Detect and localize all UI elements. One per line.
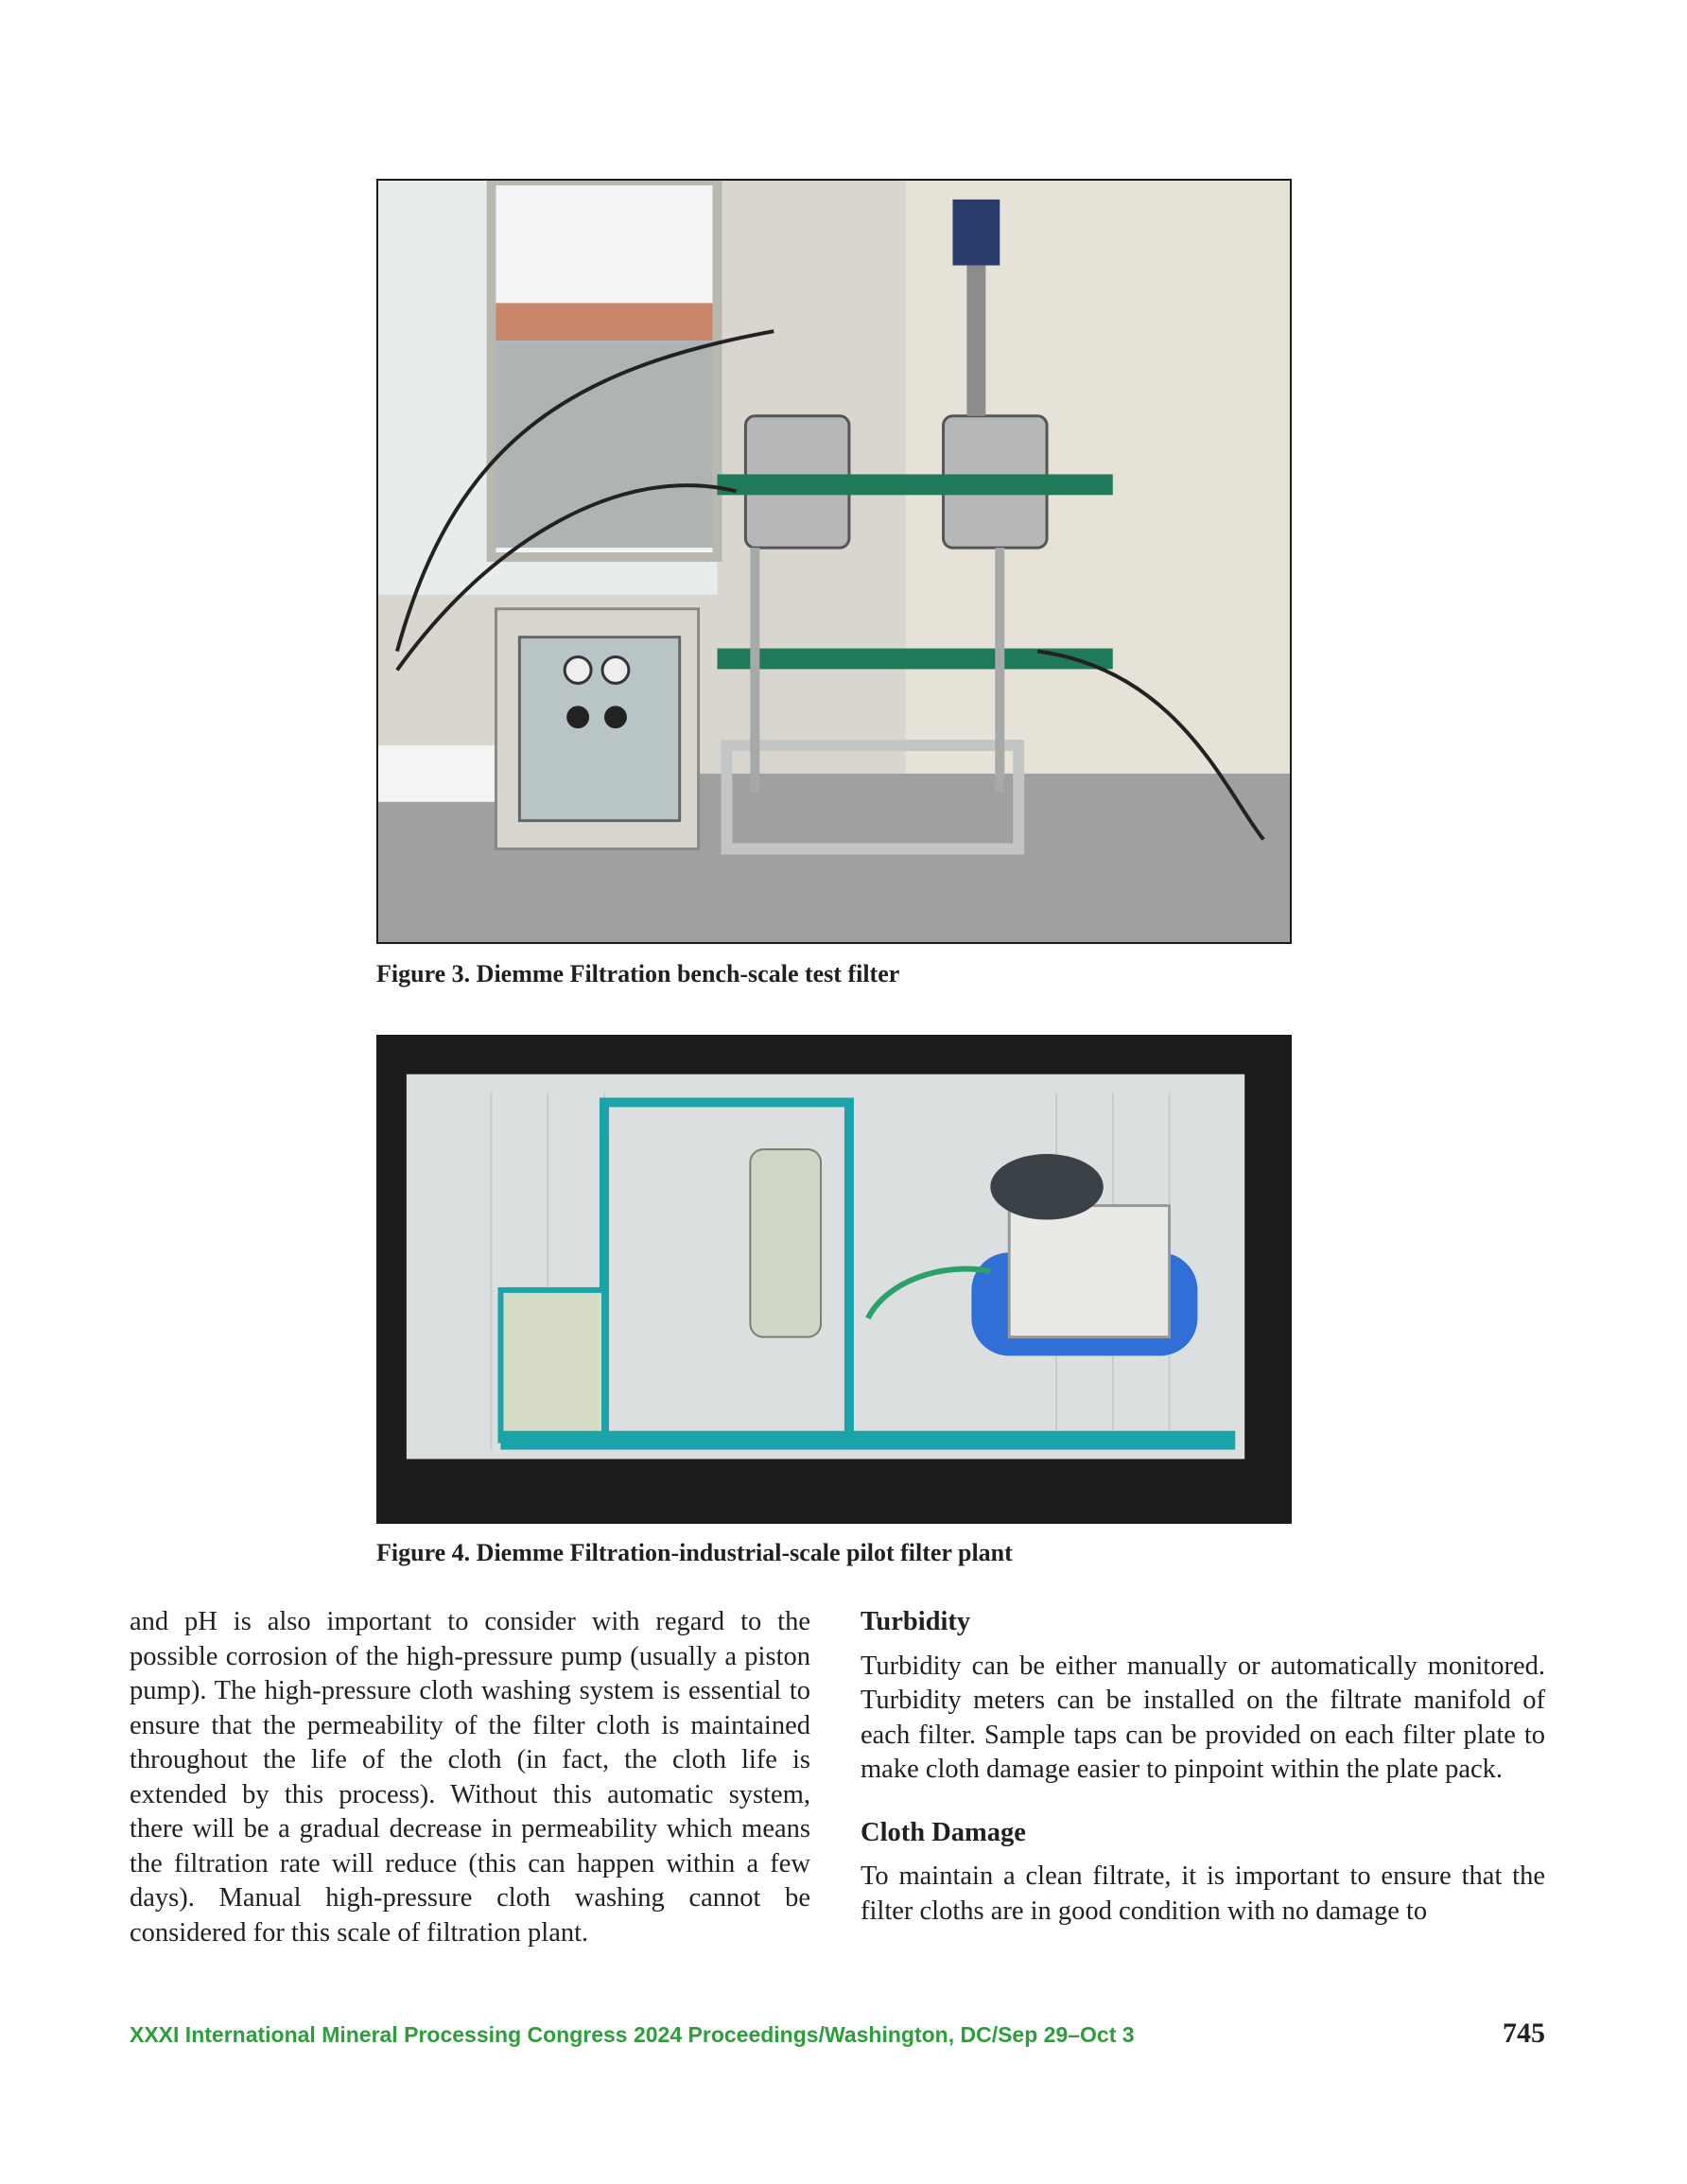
section-heading-turbidity: Turbidity	[861, 1607, 971, 1636]
pilot-plant-illustration	[378, 1037, 1290, 1522]
page-number: 745	[1503, 2018, 1545, 2049]
left-column	[130, 1605, 810, 1950]
section-heading-cloth-damage: Cloth Damage	[861, 1817, 1026, 1847]
conference-footer: XXXI International Mineral Processing Congress 2024 Proceedings/Washington, DC/Sep 29–Oct 3	[130, 2022, 1135, 2047]
figure-3-caption: Figure 3. Diemme Filtration bench-scale test filter	[376, 960, 900, 987]
bench-filter-illustration	[378, 181, 1290, 942]
section-text-turbidity: Turbidity can be either manually or automatically monitored. Turbidity meters can be installed on the filtrate manifold of each filter. Sample taps can be provided on each filter plate to make cloth damage easier to pinpoint within the plate pack.	[861, 1651, 1545, 1784]
left-paragraph: and pH is also important to consider with regard to the possible corrosion of the high-pressure pump (usually a piston pump). The high-pressure cloth washing system is essential to ensure that the permeability of the filter cloth is maintained throughout the life of the cloth (in fact, the cloth life is extended by this process). Without this automatic system, there will be a gradual decrease in permeability which means the filtration rate will reduce (this can happen within a few days). Manual high-pressure cloth washing cannot be considered for this scale of filtration plant.	[130, 1607, 810, 1948]
section-text-cloth-damage: To maintain a clean filtrate, it is important to ensure that the filter cloths are in good condition with no damage to	[861, 1861, 1545, 1926]
figure-4-caption: Figure 4. Diemme Filtration-industrial-scale pilot filter plant	[376, 1539, 1013, 1566]
figure-3-photo	[376, 179, 1292, 944]
figure-4-photo	[376, 1035, 1292, 1524]
right-column	[861, 1605, 1545, 1929]
